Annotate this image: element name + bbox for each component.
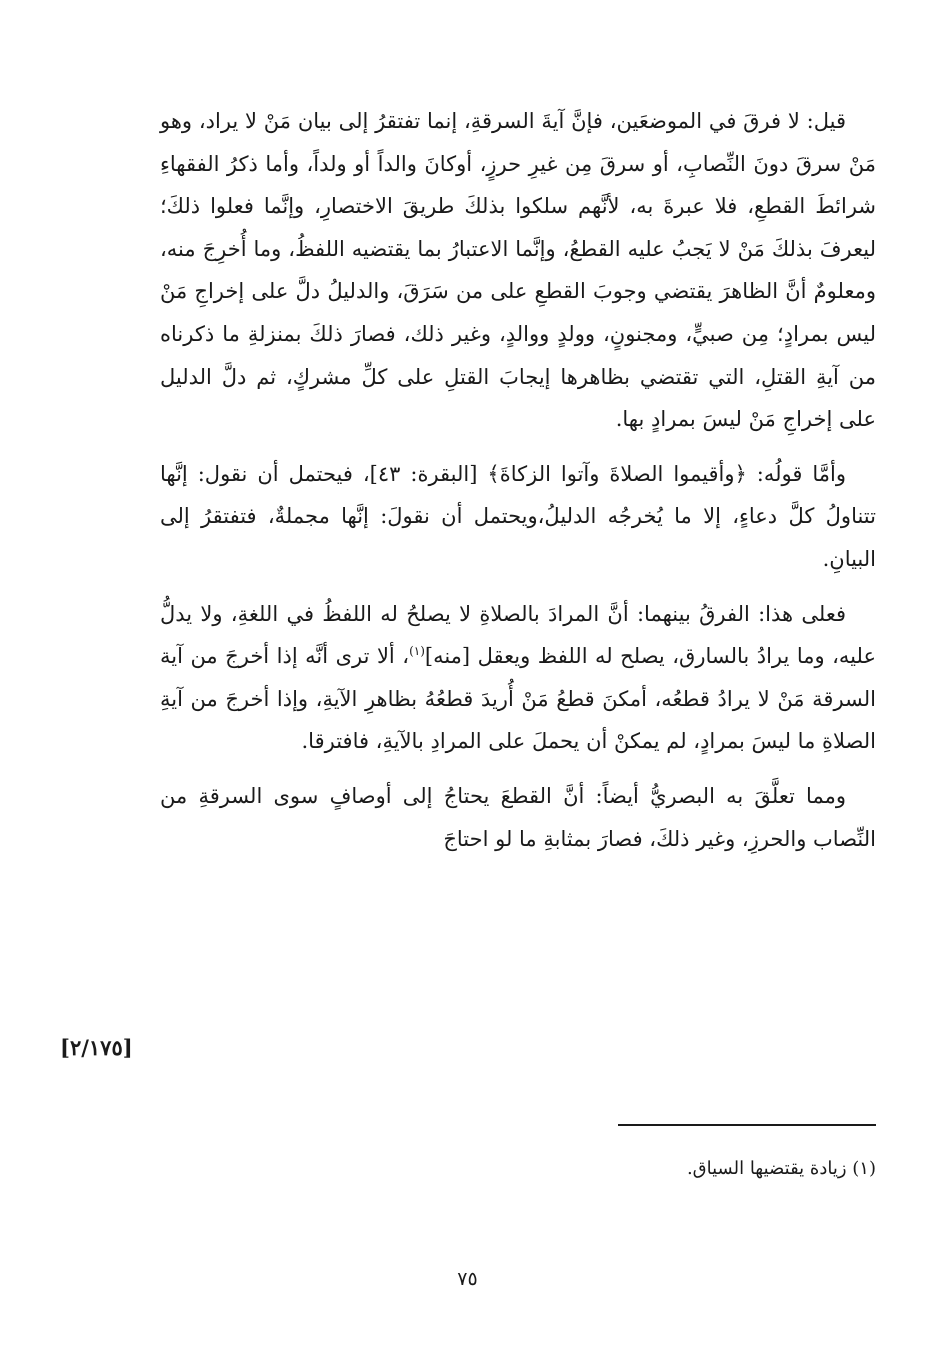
footnote-reference-mark: (١) (409, 644, 425, 659)
paragraph-1: قيل: لا فرقَ في الموضعَين، فإنَّ آيةَ السرقةِ، إنما تفتقرُ إلى بيان مَنْ لا يراد، وهو مَنْ سرقَ دونَ النِّصابِ، أو سرقَ مِن غيرِ حرزٍ، أوكانَ والداً أو ولداً، وأما ذكرُ الفقهاءِ شرائطَ القطعِ، فلا عبرةَ به، لأنَّهم سلكوا بذلكَ طريقَ الاختصارِ، وإنَّما فعلوا ذلكَ؛ ليعرفَ بذلكَ مَنْ لا يَجبُ عليه القطعُ، وإنَّما الاعتبارُ بما يقتضيه اللفظُ، وما أُخرِجَ منه، ومعلومٌ أنَّ الظاهرَ يقتضي وجوبَ القطعِ على من سَرَقَ، والدليلُ دلَّ على إخراجِ مَنْ ليس بمرادٍ؛ مِن صبيٍّ، ومجنونٍ، وولدٍ ووالدٍ، وغير ذلك، فصارَ ذلكَ بمنزلةِ ما ذكرناه من آيةِ القتلِ، التي تقتضي بظاهرها إيجابَ القتلِ على كلِّ مشركٍ، ثم دلَّ الدليل على إخراجِ مَنْ ليسَ بمرادٍ بها. (160, 109, 876, 432)
paragraph-2: وأمَّا قولُه: ﴿وأقيموا الصلاةَ وآتوا الزكاةَ﴾ [البقرة: ٤٣]، فيحتمل أن نقول: إنَّها تتناولُ كلَّ دعاءٍ، إلا ما يُخرجُه الدليلُ،ويحتمل أن نقولَ: إنَّها مجملةٌ، فتفتقرُ إلى البيانِ. (160, 461, 876, 571)
paragraph-3 (160, 593, 876, 763)
bracketed-insertion: [منه] (424, 644, 471, 669)
footnote-separator (618, 1124, 876, 1126)
paragraph-4: ومما تعلَّقَ به البصريُّ أيضاً: أنَّ القطعَ يحتاجُ إلى أوصافٍ سوى السرقةِ من النِّصاب والحرزِ، وغير ذلكَ، فصارَ بمثابةِ ما لو احتاجَ (160, 783, 876, 851)
main-text (160, 100, 876, 872)
paragraph-3-continuation: ، ألا ترى أنَّه إذا أخرجَ من آية السرقة مَنْ لا يرادُ قطعُه، أمكنَ قطعُ مَنْ أُريدَ قطعُهُ بظاهرِ الآيةِ، وإذا أخرجَ من آيةِ الصلاةِ ما ليسَ بمرادٍ، لم يمكنْ أن يحملَ على المرادِ بالآيةِ، فافترقا. (160, 644, 876, 754)
footnote: (١) زيادة يقتضيها السياق. (686, 1158, 876, 1179)
page-number: ٧٥ (457, 1268, 478, 1290)
paragraph-3-text: فعلى هذا: الفرقُ بينهما: أنَّ المرادَ بالصلاةِ لا يصلحُ له اللفظُ في اللغةِ، ولا يدلُّ عليه، وما يرادُ بالسارق، يصلح له اللفظ ويعقل (160, 601, 876, 669)
margin-page-reference: [٢/١٧٥] (60, 1035, 133, 1060)
